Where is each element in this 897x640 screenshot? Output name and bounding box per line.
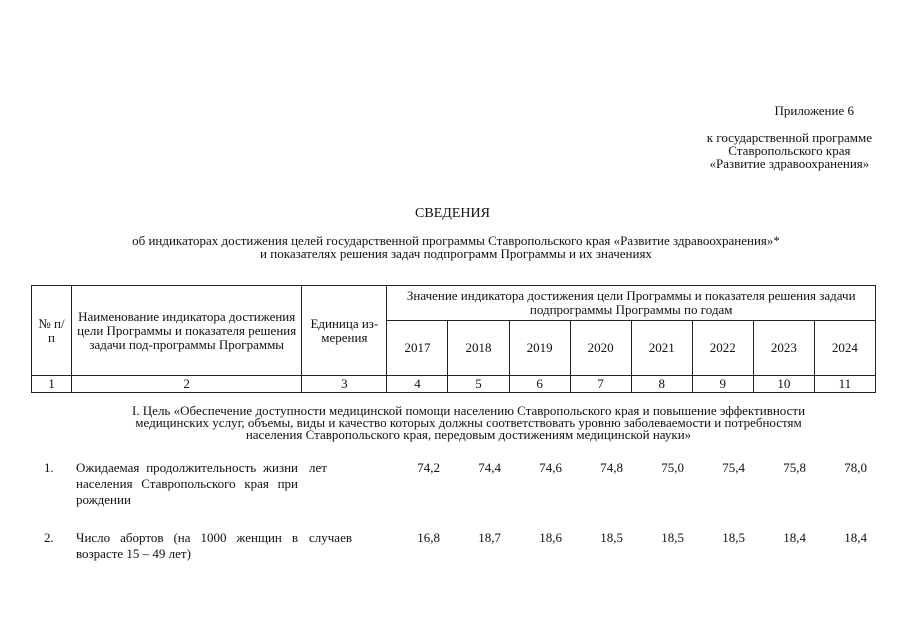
header-year: 2023 <box>753 321 814 376</box>
row-value: 74,4 <box>478 460 501 475</box>
row-value: 18,7 <box>478 530 501 545</box>
column-number: 11 <box>814 376 875 393</box>
column-number: 7 <box>570 376 631 393</box>
header-indicator-name: Наименование индикатора достижения цели Программы и показателя решения задачи под-программы Программы <box>72 286 302 376</box>
row-number: 1. <box>44 460 54 475</box>
column-number: 9 <box>692 376 753 393</box>
column-number: 5 <box>448 376 509 393</box>
header-number: № п/п <box>32 286 72 376</box>
row-value: 74,6 <box>539 460 562 475</box>
appendix-number: Приложение 6 <box>774 103 854 118</box>
row-value: 74,2 <box>417 460 440 475</box>
row-value: 78,0 <box>844 460 867 475</box>
header-year: 2020 <box>570 321 631 376</box>
row-unit: случаев <box>309 530 352 545</box>
row-value: 18,5 <box>600 530 623 545</box>
row-unit: лет <box>309 460 327 475</box>
document-subtitle <box>60 234 852 260</box>
appendix-line-1: к государственной программе <box>706 130 872 145</box>
header-values-group: Значение индикатора достижения цели Программы и показателя решения задачи подпрограммы Программы по годам <box>387 286 876 321</box>
subtitle-line-1: об индикаторах достижения целей государственной программы Ставропольского края «Развитие здравоохранения»* <box>132 233 780 248</box>
row-value: 74,8 <box>600 460 623 475</box>
column-number: 1 <box>32 376 72 393</box>
header-year: 2019 <box>509 321 570 376</box>
row-number: 2. <box>44 530 54 545</box>
appendix-block <box>707 104 872 170</box>
indicator-table-header <box>31 285 876 393</box>
column-number: 10 <box>753 376 814 393</box>
header-year: 2024 <box>814 321 875 376</box>
row-value: 18,4 <box>783 530 806 545</box>
appendix-line-2: Ставропольского края <box>728 143 851 158</box>
section-line-1: I. Цель «Обеспечение доступности медицинской помощи населению Ставропольского края и повышение эффективности <box>131 403 806 418</box>
header-year: 2022 <box>692 321 753 376</box>
row-value: 75,0 <box>661 460 684 475</box>
row-value: 18,5 <box>722 530 745 545</box>
row-value: 18,6 <box>539 530 562 545</box>
section-goal-heading <box>60 405 877 441</box>
header-year: 2021 <box>631 321 692 376</box>
row-value: 18,5 <box>661 530 684 545</box>
header-unit: Единица из-мерения <box>302 286 387 376</box>
row-value: 75,4 <box>722 460 745 475</box>
column-number: 2 <box>72 376 302 393</box>
appendix-line-3: «Развитие здравоохранения» <box>709 156 870 171</box>
row-value: 18,4 <box>844 530 867 545</box>
document-title: СВЕДЕНИЯ <box>415 206 490 221</box>
column-number: 3 <box>302 376 387 393</box>
column-number: 6 <box>509 376 570 393</box>
row-value: 16,8 <box>417 530 440 545</box>
row-indicator-name: Ожидаемая продолжительность жизни населения Ставропольского края при рождении <box>76 460 298 507</box>
subtitle-line-2: и показателях решения задач подпрограмм Программы и их значениях <box>260 246 652 261</box>
row-indicator-name: Число абортов (на 1000 женщин в возрасте 15 – 49 лет) <box>76 530 298 561</box>
header-year: 2018 <box>448 321 509 376</box>
column-number: 4 <box>387 376 448 393</box>
row-value: 75,8 <box>783 460 806 475</box>
column-number: 8 <box>631 376 692 393</box>
section-line-2: медицинских услуг, объемы, виды и качество которых должны соответствовать уровню заболеваемости и потребностям <box>135 415 802 430</box>
header-year: 2017 <box>387 321 448 376</box>
section-line-3: населения Ставропольского края, передовым достижениям медицинской науки» <box>245 427 692 442</box>
